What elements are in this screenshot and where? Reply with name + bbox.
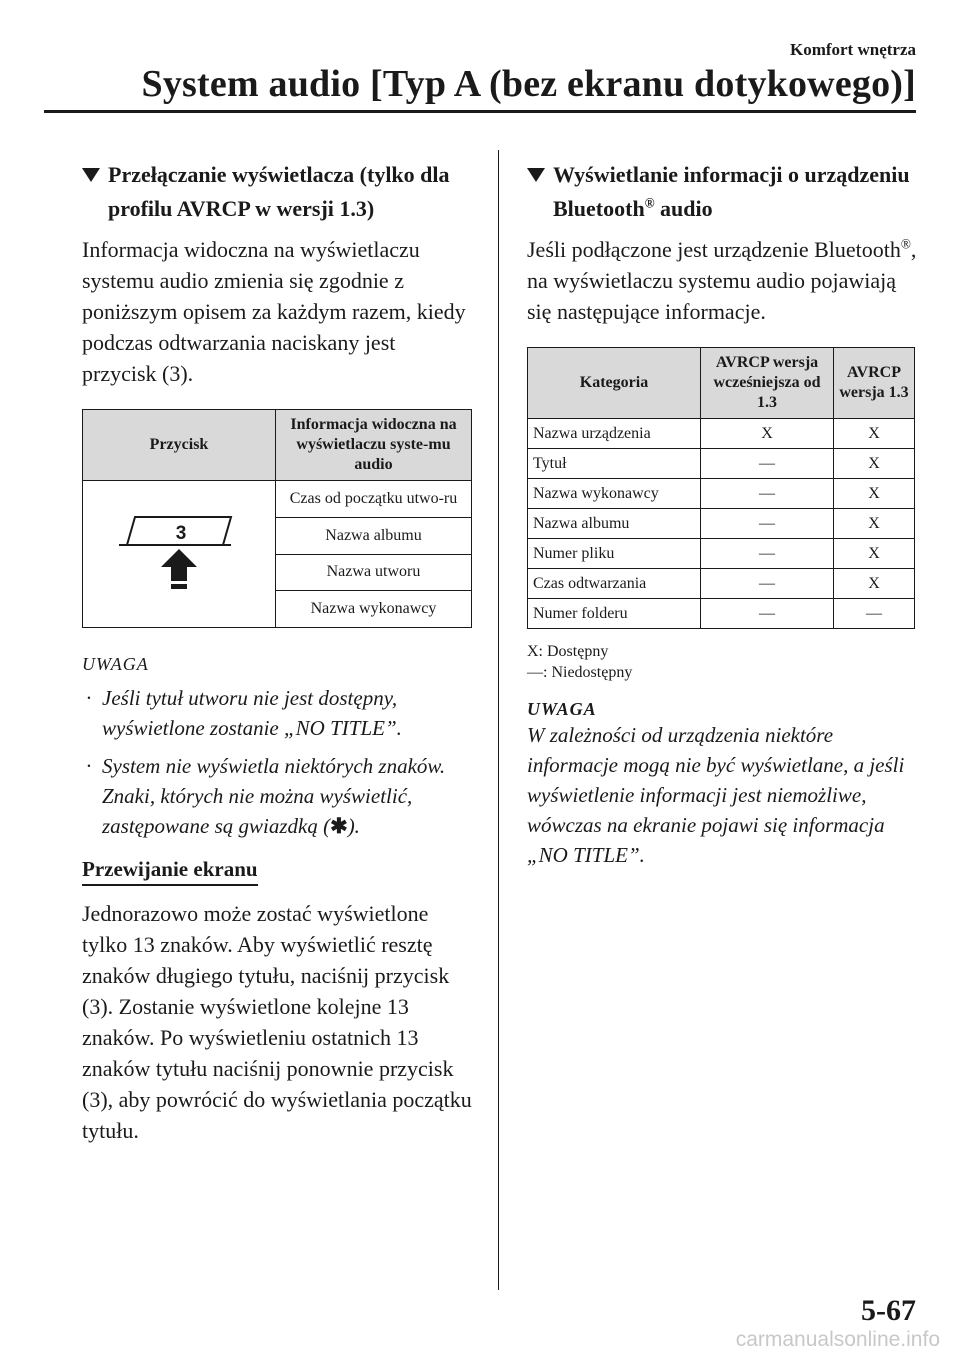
value-cell: — bbox=[834, 599, 915, 629]
watermark: carmanualsonline.info bbox=[735, 1328, 940, 1351]
category-cell: Nazwa urządzenia bbox=[528, 419, 701, 449]
value-cell: X bbox=[834, 509, 915, 539]
bluetooth-info-table bbox=[527, 347, 915, 629]
note-text: Jeśli tytuł utworu nie jest dostępny, wyświetlone zostanie „NO TITLE”. bbox=[102, 686, 402, 740]
info-cell: Nazwa utworu bbox=[276, 554, 472, 591]
table-row bbox=[528, 479, 915, 509]
table-row bbox=[83, 481, 472, 518]
category-cell: Numer pliku bbox=[528, 539, 701, 569]
value-cell: — bbox=[701, 479, 834, 509]
value-cell: — bbox=[701, 599, 834, 629]
bluetooth-intro-b: , na wyświetlaczu systemu audio pojawiają się następujące informacje. bbox=[527, 237, 917, 324]
table-row bbox=[528, 539, 915, 569]
value-cell: — bbox=[701, 539, 834, 569]
column-divider bbox=[498, 150, 499, 1290]
value-cell: X bbox=[834, 479, 915, 509]
info-cell: Nazwa albumu bbox=[276, 517, 472, 554]
info-cell: Nazwa wykonawcy bbox=[276, 591, 472, 628]
triangle-bullet-icon bbox=[82, 168, 100, 182]
value-cell: X bbox=[834, 419, 915, 449]
header-section-label: Komfort wnętrza bbox=[789, 40, 916, 59]
bluetooth-intro-a: Jeśli podłączone jest urządzenie Bluetooth bbox=[527, 237, 901, 262]
triangle-bullet-icon bbox=[527, 168, 545, 182]
table-legend bbox=[527, 641, 917, 683]
category-column-header: Kategoria bbox=[528, 348, 701, 419]
value-cell: X bbox=[701, 419, 834, 449]
table-row bbox=[528, 569, 915, 599]
value-cell: X bbox=[834, 569, 915, 599]
registered-mark: ® bbox=[644, 195, 655, 211]
table-row bbox=[528, 449, 915, 479]
page-number: 5-67 bbox=[861, 1294, 916, 1327]
category-cell: Czas odtwarzania bbox=[528, 569, 701, 599]
value-cell: — bbox=[701, 449, 834, 479]
avrcp-old-column-header: AVRCP wersja wcześniejsza od 1.3 bbox=[701, 348, 834, 419]
table-row bbox=[528, 599, 915, 629]
button-3-icon bbox=[83, 481, 275, 621]
bullet-dot-icon: · bbox=[86, 754, 92, 778]
display-switch-heading-text: Przełączanie wyświetlacza (tylko dla profilu AVRCP w wersji 1.3) bbox=[108, 162, 450, 221]
display-switch-heading bbox=[82, 158, 474, 226]
note-item bbox=[82, 751, 474, 841]
left-column bbox=[82, 158, 474, 1146]
info-column-header: Informacja widoczna na wyświetlaczu syste-mu audio bbox=[276, 410, 472, 481]
table-row bbox=[528, 509, 915, 539]
value-cell: — bbox=[701, 569, 834, 599]
note-text: W zależności od urządzenia niektóre informacje mogą nie być wyświetlane, a jeśli wyświetlenie informacji jest niemożliwe, wówczas na ekranie pojawi się informacja „NO TITLE”. bbox=[527, 723, 905, 867]
bluetooth-info-heading bbox=[527, 158, 917, 226]
bluetooth-intro bbox=[527, 234, 917, 327]
note-label: UWAGA bbox=[527, 699, 597, 719]
button-column-header: Przycisk bbox=[83, 410, 276, 481]
bullet-dot-icon: · bbox=[86, 686, 92, 710]
right-column bbox=[527, 158, 917, 870]
value-cell: X bbox=[834, 539, 915, 569]
button-info-table bbox=[82, 409, 472, 628]
category-cell: Nazwa albumu bbox=[528, 509, 701, 539]
display-switch-intro: Informacja widoczna na wyświetlaczu systemu audio zmienia się zgodnie z poniższym opisem za każdym razem, kiedy podczas odtwarzania naciskany jest przycisk (3). bbox=[82, 237, 466, 386]
category-cell: Numer folderu bbox=[528, 599, 701, 629]
header-rule bbox=[44, 110, 916, 113]
note-label: UWAGA bbox=[82, 654, 149, 674]
legend-item: —: Niedostępny bbox=[527, 664, 633, 681]
bluetooth-heading-tail: audio bbox=[654, 196, 713, 221]
registered-mark: ® bbox=[900, 236, 911, 252]
category-cell: Nazwa wykonawcy bbox=[528, 479, 701, 509]
asterisk-icon: ✱ bbox=[330, 814, 348, 838]
bluetooth-heading-text: Wyświetlanie informacji o urządzeniu Bluetooth bbox=[553, 162, 910, 221]
legend-item: X: Dostępny bbox=[527, 643, 609, 660]
value-cell: — bbox=[701, 509, 834, 539]
note-text-end: ). bbox=[347, 814, 360, 838]
scroll-text: Jednorazowo może zostać wyświetlone tylko 13 znaków. Aby wyświetlić resztę znaków długiego tytułu, naciśnij przycisk (3). Zostanie wyświetlone kolejne 13 znaków. Po wyświetleniu ostatnich 13 znaków tytułu naciśnij ponownie przycisk (3), aby powrócić do wyświetlania początku tytułu. bbox=[82, 901, 472, 1143]
note-item bbox=[82, 683, 474, 743]
value-cell: X bbox=[834, 449, 915, 479]
avrcp-13-column-header: AVRCP wersja 1.3 bbox=[834, 348, 915, 419]
table-row bbox=[528, 419, 915, 449]
button-number-label: 3 bbox=[175, 523, 187, 544]
category-cell: Tytuł bbox=[528, 449, 701, 479]
button-illustration-cell bbox=[83, 481, 276, 628]
page-title: System audio [Typ A (bez ekranu dotykowego)] bbox=[141, 63, 916, 105]
note-text: System nie wyświetla niektórych znaków. Znaki, których nie można wyświetlić, zastępowane są gwiazdką ( bbox=[102, 754, 446, 838]
scroll-subheading: Przewijanie ekranu bbox=[82, 857, 258, 886]
info-cell: Czas od początku utwo-ru bbox=[276, 481, 472, 518]
